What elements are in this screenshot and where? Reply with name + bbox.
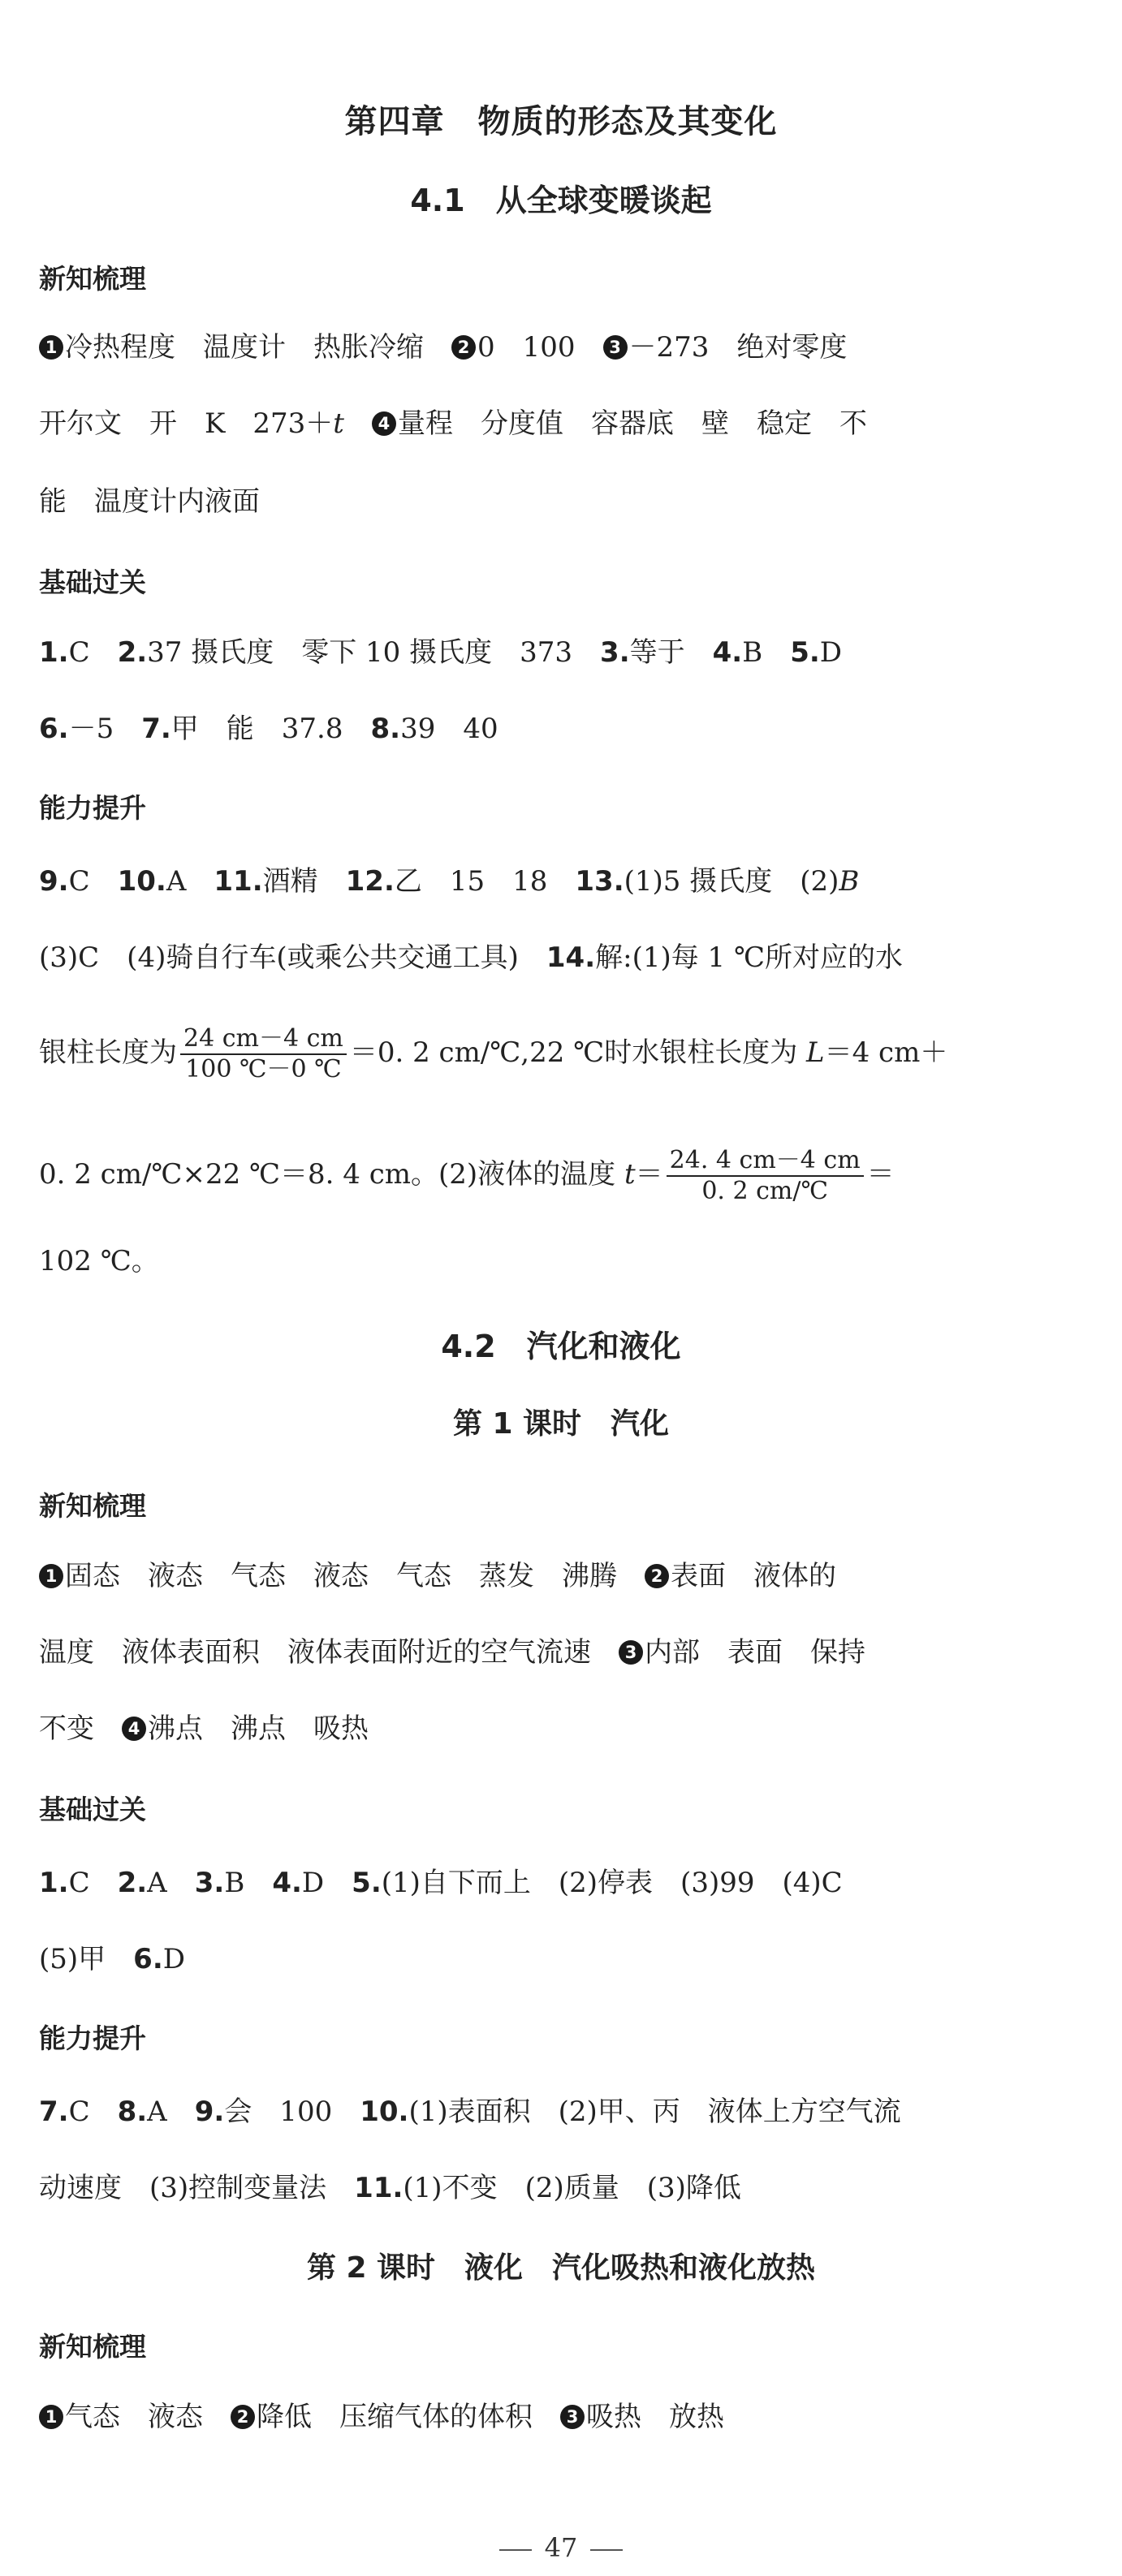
answer-text: ＝0. 2 cm/℃,22 ℃时水银柱长度为 (349, 1036, 798, 1069)
answer-text: 动速度 (3)控制变量法 (39, 2172, 327, 2204)
nengli-line-4 (39, 1146, 1086, 1206)
answer-text: 10. (117, 865, 166, 898)
answer-text: D (301, 1867, 325, 1899)
answer-text: 乙 15 18 (394, 865, 548, 898)
answer-text: 沸点 沸点 吸热 (148, 1712, 369, 1745)
answer-text: 降低 压缩气体的体积 (257, 2401, 533, 2433)
answer-text: 4. (712, 636, 743, 669)
answer-text: 温度 液体表面积 液体表面附近的空气流速 (39, 1636, 591, 1669)
nengli-line-1 (39, 864, 1086, 899)
answer-text: 7. (39, 2096, 69, 2128)
answer-text: ＝ (866, 1158, 895, 1191)
circle-1-icon: 1 (39, 335, 63, 360)
answer-text: 量程 分度值 容器底 壁 稳定 不 (397, 407, 867, 440)
heading-xinzhi-4-2: 新知梳理 (39, 1490, 146, 1522)
answer-text: 开尔文 开 K 273＋ (39, 407, 334, 440)
answer-text: C (68, 1867, 90, 1899)
xinzhi-line-1 (39, 330, 1086, 365)
xinzhi-lesson-2-line-1 (39, 2399, 1086, 2435)
answer-text: 8. (370, 713, 401, 745)
answer-text: 8. (117, 2096, 148, 2128)
answer-text: D (819, 636, 843, 669)
heading-xinzhi-lesson-2: 新知梳理 (39, 2331, 146, 2363)
answer-text: 解:(1)每 1 ℃所对应的水 (595, 941, 904, 974)
answer-text: 冷热程度 温度计 热胀冷缩 (65, 331, 424, 364)
nengli-line-5: 102 ℃。 (39, 1245, 159, 1277)
xinzhi-4-2-line-1 (39, 1558, 1086, 1594)
jichu-line-2 (39, 711, 1086, 747)
answer-text: 100 ℃－0 ℃ (185, 1055, 342, 1083)
circle-3-icon: 3 (619, 1640, 643, 1665)
lesson-1-title: 第 1 课时 汽化 (452, 1407, 670, 1441)
heading-nengli-4-1: 能力提升 (39, 792, 146, 824)
answer-text: (5)甲 (39, 1943, 106, 1975)
answer-text: C (68, 865, 90, 898)
answer-text: C (68, 636, 90, 669)
page-number (0, 2532, 1122, 2563)
answer-text: t (333, 407, 344, 440)
circle-3-icon: 3 (560, 2405, 585, 2429)
answer-text: 3. (194, 1867, 225, 1899)
circle-2-icon: 2 (231, 2405, 255, 2429)
nengli-4-2-line-1 (39, 2094, 1086, 2130)
lesson-2-title: 第 2 课时 液化 汽化吸热和液化放热 (306, 2251, 816, 2285)
nengli-line-2 (39, 940, 1086, 976)
answer-text: 4. (272, 1867, 302, 1899)
answer-text: 固态 液态 气态 液态 气态 蒸发 沸腾 (65, 1560, 617, 1592)
answer-text: 等于 (629, 636, 685, 669)
answer-text: 1. (39, 636, 69, 669)
dash-right (590, 2549, 623, 2551)
fraction-2 (667, 1146, 864, 1206)
answer-text: (1)表面积 (2)甲、丙 液体上方空气流 (408, 2096, 901, 2128)
answer-text: L (806, 1036, 825, 1069)
answer-text: 47 (544, 2532, 578, 2563)
answer-text: B (742, 636, 763, 669)
answer-text: 37 摄氏度 零下 10 摄氏度 373 (147, 636, 573, 669)
answer-text: 11. (354, 2172, 403, 2204)
section-title-4-2: 4.2 汽化和液化 (441, 1329, 681, 1364)
answer-text: －5 (68, 713, 114, 745)
xinzhi-4-2-line-3 (39, 1711, 1086, 1747)
answer-text: 酒精 (262, 865, 318, 898)
answer-text: 14. (546, 941, 596, 974)
heading-nengli-4-2: 能力提升 (39, 2022, 146, 2054)
answer-text: 5. (790, 636, 820, 669)
circle-1-icon: 1 (39, 1564, 63, 1588)
xinzhi-line-3: 能 温度计内液面 (39, 485, 260, 518)
answer-text: ＝ (635, 1158, 663, 1191)
answer-text: B (224, 1867, 245, 1899)
circle-2-icon: 2 (645, 1564, 669, 1588)
circle-3-icon: 3 (603, 335, 628, 360)
answer-text: (3)C (4)骑自行车(或乘公共交通工具) (39, 941, 519, 974)
answer-text: A (166, 865, 187, 898)
answer-text: 9. (39, 865, 69, 898)
answer-text: －273 绝对零度 (628, 331, 848, 364)
nengli-line-3 (39, 1024, 1086, 1084)
jichu-line-1 (39, 635, 1086, 670)
answer-text: (1)5 摄氏度 (2) (624, 865, 839, 898)
dash-left (499, 2549, 532, 2551)
answer-text: 气态 液态 (65, 2401, 203, 2433)
answer-text: 5. (352, 1867, 382, 1899)
answer-text: 10. (360, 2096, 409, 2128)
circle-4-icon: 4 (122, 1717, 146, 1741)
chapter-title: 第四章 物质的形态及其变化 (344, 103, 778, 140)
answer-text: 24. 4 cm－4 cm (667, 1146, 864, 1177)
heading-jichu-4-1: 基础过关 (39, 566, 146, 598)
fraction-1 (180, 1024, 347, 1084)
answer-text: 9. (194, 2096, 225, 2128)
circle-4-icon: 4 (372, 411, 396, 436)
answer-text: 24 cm－4 cm (180, 1024, 347, 1055)
answer-text: t (624, 1158, 636, 1191)
answer-text: 内部 表面 保持 (645, 1636, 865, 1669)
answer-text: 6. (133, 1943, 163, 1975)
answer-text: 0. 2 cm/℃ (701, 1177, 829, 1205)
answer-text: 2. (117, 1867, 148, 1899)
answer-text: 银柱长度为 (39, 1036, 177, 1069)
answer-text: 12. (345, 865, 395, 898)
answer-text: D (162, 1943, 186, 1975)
answer-text: 3. (600, 636, 630, 669)
answer-text: 会 100 (224, 2096, 333, 2128)
answer-text: C (68, 2096, 90, 2128)
answer-text: (1)不变 (2)质量 (3)降低 (403, 2172, 741, 2204)
answer-text: ＝4 cm＋ (824, 1036, 948, 1069)
answer-text: 0. 2 cm/℃×22 ℃＝8. 4 cm。(2)液体的温度 (39, 1158, 616, 1191)
answer-text: 不变 (39, 1712, 94, 1745)
heading-jichu-4-2: 基础过关 (39, 1794, 146, 1825)
answer-text: B (839, 865, 860, 898)
answer-text: 39 40 (400, 713, 498, 745)
answer-text: 甲 能 37.8 (170, 713, 343, 745)
circle-2-icon: 2 (451, 335, 476, 360)
section-title-4-1: 4.1 从全球变暖谈起 (410, 183, 712, 218)
circle-1-icon: 1 (39, 2405, 63, 2429)
answer-text: 2. (117, 636, 148, 669)
answer-text: 11. (214, 865, 263, 898)
answer-text: 吸热 放热 (586, 2401, 724, 2433)
heading-xinzhi-4-1: 新知梳理 (39, 263, 146, 295)
answer-text: (1)自下而上 (2)停表 (3)99 (4)C (381, 1867, 843, 1899)
answer-text: 13. (575, 865, 624, 898)
jichu-4-2-line-2 (39, 1941, 1086, 1977)
nengli-4-2-line-2 (39, 2170, 1086, 2206)
answer-text: A (147, 2096, 167, 2128)
answer-text: A (147, 1867, 167, 1899)
answer-text: 1. (39, 1867, 69, 1899)
xinzhi-4-2-line-2 (39, 1635, 1086, 1670)
answer-text: 7. (141, 713, 171, 745)
answer-text: 6. (39, 713, 69, 745)
jichu-4-2-line-1 (39, 1865, 1086, 1901)
xinzhi-line-2 (39, 406, 1086, 442)
answer-text: 表面 液体的 (671, 1560, 836, 1592)
answer-text: 0 100 (477, 331, 576, 364)
